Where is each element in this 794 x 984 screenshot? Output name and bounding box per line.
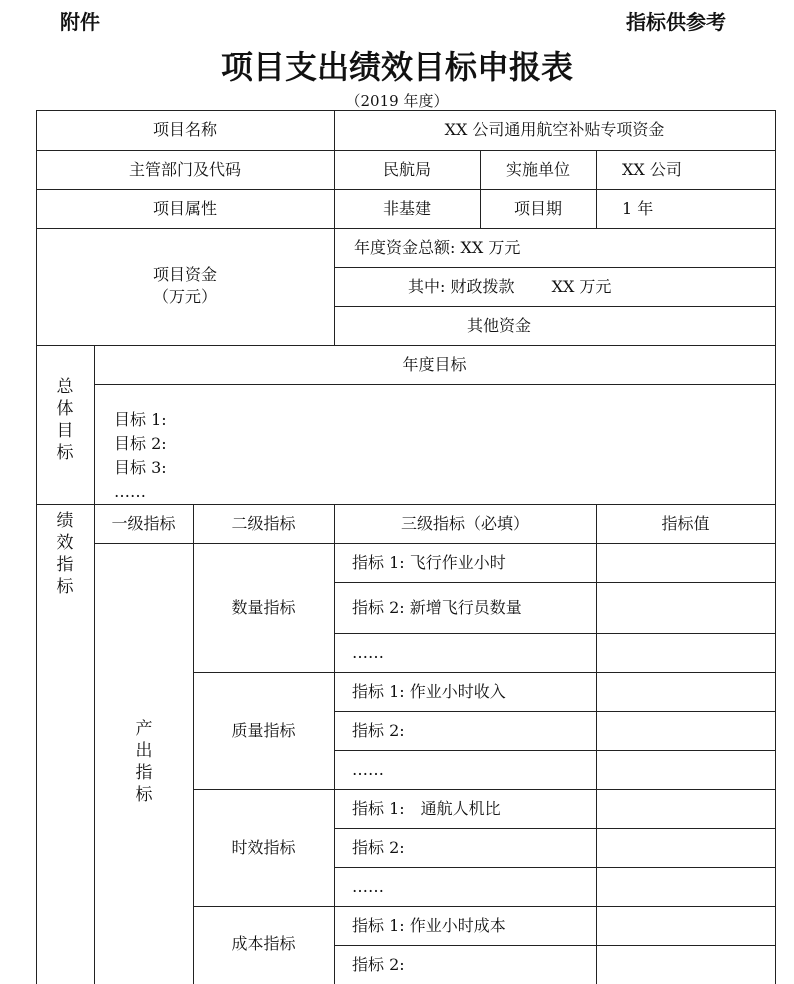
annual-goal-label: 年度目标: [402, 355, 467, 374]
rule: [334, 828, 776, 829]
rule: [94, 345, 95, 984]
rule: [94, 384, 776, 385]
dept-label: 主管部门及代码: [128, 160, 241, 179]
goal-item: 目标 1:: [114, 410, 167, 429]
attr-label: 项目属性: [152, 199, 217, 218]
rule: [334, 750, 776, 751]
reference-note: 指标供参考: [626, 10, 726, 34]
overall-goal-side-label: 总体目标: [56, 377, 74, 463]
rule: [334, 711, 776, 712]
indicator-row: ……: [352, 760, 384, 779]
indicator-row: 指标 2:: [352, 838, 405, 857]
goal-item: ……: [114, 482, 146, 501]
rule: [334, 267, 776, 268]
indicator-row: ……: [352, 877, 384, 896]
rule: [193, 789, 776, 790]
rule: [596, 150, 597, 228]
rule: [193, 504, 194, 984]
rule: [36, 345, 776, 346]
rule: [596, 504, 597, 984]
col-value-header: 指标值: [661, 514, 710, 533]
funds-total: 年度资金总额: XX 万元: [354, 238, 521, 257]
col-level1-header: 一级指标: [111, 514, 176, 533]
attr-value: 非基建: [382, 199, 431, 218]
funds-other: 其他资金: [466, 316, 531, 335]
indicator-row: 指标 2:: [352, 955, 405, 974]
project-name-label: 项目名称: [152, 120, 217, 139]
attachment-label: 附件: [60, 10, 100, 34]
rule: [36, 150, 776, 151]
indicator-row: 指标 1: 作业小时成本: [352, 916, 506, 935]
period-label: 项目期: [513, 199, 562, 218]
col-level3-header: 三级指标（必填）: [400, 514, 529, 533]
rule: [193, 672, 776, 673]
period-value: 1 年: [622, 199, 654, 218]
rule: [334, 110, 335, 345]
level2-timeliness: 时效指标: [231, 838, 296, 857]
rule: [334, 633, 776, 634]
goal-item: 目标 2:: [114, 434, 167, 453]
rule: [334, 306, 776, 307]
impl-label: 实施单位: [505, 160, 570, 179]
rule: [334, 582, 776, 583]
dept-value: 民航局: [382, 160, 431, 179]
project-name-value: XX 公司通用航空补贴专项资金: [444, 120, 665, 139]
rule: [334, 945, 776, 946]
indicator-row: 指标 2: 新增飞行员数量: [352, 598, 522, 617]
funds-unit-label: （万元）: [152, 287, 217, 306]
goal-item: 目标 3:: [114, 458, 167, 477]
indicator-row: ……: [352, 643, 384, 662]
indicator-row: 指标 1: 通航人机比: [352, 799, 501, 818]
rule: [193, 906, 776, 907]
rule: [334, 867, 776, 868]
level2-quality: 质量指标: [231, 721, 296, 740]
rule: [775, 110, 776, 984]
rule: [36, 110, 37, 984]
impl-value: XX 公司: [622, 160, 682, 179]
funds-label: 项目资金: [152, 265, 217, 284]
rule: [36, 110, 776, 111]
col-level2-header: 二级指标: [231, 514, 296, 533]
indicator-row: 指标 1: 飞行作业小时: [352, 553, 506, 572]
level2-quantity: 数量指标: [231, 598, 296, 617]
rule: [334, 504, 335, 984]
level2-cost: 成本指标: [231, 934, 296, 953]
funds-finance: 其中: 财政拨款 XX 万元: [408, 277, 612, 296]
rule: [94, 543, 776, 544]
rule: [36, 504, 776, 505]
year-subtitle: （2019 年度）: [345, 92, 449, 110]
rule: [36, 189, 776, 190]
rule: [36, 228, 776, 229]
indicator-row: 指标 2:: [352, 721, 405, 740]
performance-side-label: 绩效指标: [56, 511, 74, 597]
indicator-row: 指标 1: 作业小时收入: [352, 682, 506, 701]
level1-output-indicator: 产出指标: [135, 719, 153, 805]
page-title: 项目支出绩效目标申报表: [220, 48, 573, 86]
